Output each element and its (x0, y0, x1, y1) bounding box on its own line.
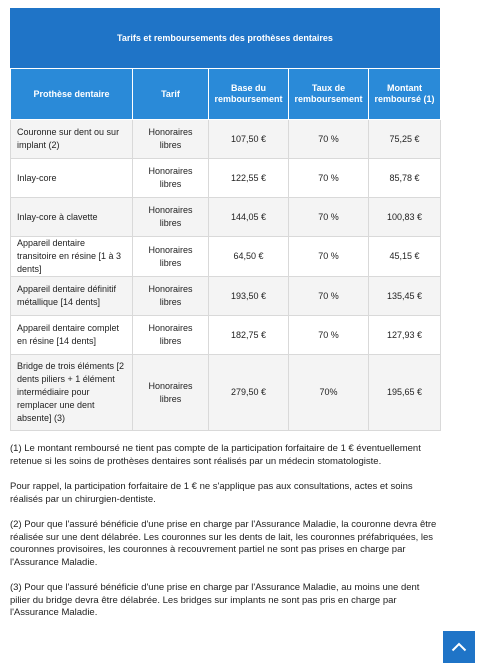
cell-prothese: Appareil dentaire définitif métallique [14 dents] (11, 277, 133, 316)
cell-prothese: Inlay-core à clavette (11, 198, 133, 237)
table-title: Tarifs et remboursements des prothèses dentaires (10, 8, 440, 68)
cell-taux: 70 % (289, 277, 369, 316)
col-header-prothese: Prothèse dentaire (11, 69, 133, 120)
cell-montant: 195,65 € (369, 355, 441, 431)
cell-base: 64,50 € (209, 237, 289, 277)
cell-base: 144,05 € (209, 198, 289, 237)
col-header-tarif: Tarif (133, 69, 209, 120)
table-row (11, 316, 441, 355)
cell-tarif: Honoraires libres (133, 316, 209, 355)
scroll-to-top-button[interactable] (443, 631, 475, 663)
cell-tarif: Honoraires libres (133, 198, 209, 237)
tariffs-table-container (10, 8, 440, 431)
cell-taux: 70 % (289, 159, 369, 198)
cell-base: 193,50 € (209, 277, 289, 316)
cell-taux: 70 % (289, 237, 369, 277)
table-row (11, 120, 441, 159)
chevron-up-icon (451, 642, 467, 652)
table-row (11, 355, 441, 431)
table-row (11, 198, 441, 237)
cell-base: 182,75 € (209, 316, 289, 355)
cell-base: 122,55 € (209, 159, 289, 198)
cell-tarif: Honoraires libres (133, 237, 209, 277)
table-row (11, 237, 441, 277)
cell-tarif: Honoraires libres (133, 120, 209, 159)
col-header-montant: Montant remboursé (1) (369, 69, 441, 120)
col-header-taux: Taux de remboursement (289, 69, 369, 120)
footnote-1: (1) Le montant remboursé ne tient pas compte de la participation forfaitaire de 1 € éventuellement retenue si les soins de prothèses dentaires sont réalisés par un médecin stomatologiste. (10, 443, 421, 467)
table-header-row (11, 69, 441, 120)
cell-prothese: Appareil dentaire complet en résine [14 dents] (11, 316, 133, 355)
cell-prothese: Inlay-core (11, 159, 133, 198)
cell-montant: 127,93 € (369, 316, 441, 355)
cell-montant: 75,25 € (369, 120, 441, 159)
cell-taux: 70% (289, 355, 369, 431)
cell-tarif: Honoraires libres (133, 355, 209, 431)
cell-prothese: Appareil dentaire transitoire en résine [1 à 3 dents] (11, 237, 133, 277)
tariffs-table (10, 68, 441, 431)
cell-taux: 70 % (289, 316, 369, 355)
cell-montant: 85,78 € (369, 159, 441, 198)
footnote-2: (2) Pour que l'assuré bénéficie d'une prise en charge par l'Assurance Maladie, la couronne devra être réalisée sur une dent délabrée. Les couronnes sur les dents de lait, les couronnes préfabriquées, les couronnes provisoires, les couronnes à recouvrement partiel ne sont pas prises en charge par l'Assurance Maladie. (10, 519, 437, 568)
table-row (11, 277, 441, 316)
footnote-reminder: Pour rappel, la participation forfaitaire de 1 € ne s'applique pas aux consultations, actes et soins réalisés par un chirurgien-dentiste. (10, 481, 413, 505)
col-header-base: Base du remboursement (209, 69, 289, 120)
footnotes (10, 443, 440, 633)
cell-tarif: Honoraires libres (133, 277, 209, 316)
cell-base: 107,50 € (209, 120, 289, 159)
cell-prothese: Couronne sur dent ou sur implant (2) (11, 120, 133, 159)
cell-taux: 70 % (289, 198, 369, 237)
table-row (11, 159, 441, 198)
cell-tarif: Honoraires libres (133, 159, 209, 198)
footnote-3: (3) Pour que l'assuré bénéficie d'une prise en charge par l'Assurance Maladie, au moins une dent pilier du bridge devra être délabrée. Les bridges sur implants ne sont pas pris en charge par l'Assurance Maladie. (10, 582, 420, 618)
cell-montant: 45,15 € (369, 237, 441, 277)
cell-montant: 100,83 € (369, 198, 441, 237)
cell-base: 279,50 € (209, 355, 289, 431)
cell-prothese: Bridge de trois éléments [2 dents piliers + 1 élément intermédiaire pour remplacer une dent absente] (3) (11, 355, 133, 431)
cell-taux: 70 % (289, 120, 369, 159)
cell-montant: 135,45 € (369, 277, 441, 316)
